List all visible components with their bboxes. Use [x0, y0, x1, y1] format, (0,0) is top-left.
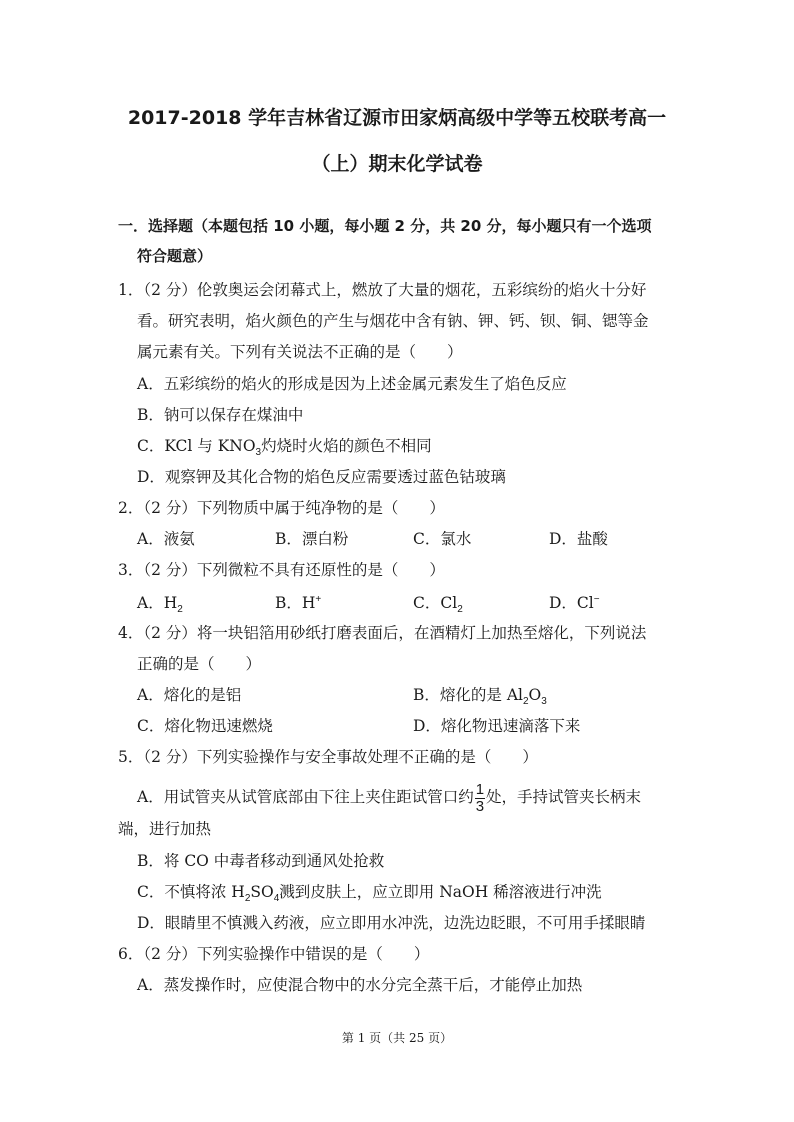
q1-stem-line-2: 看。研究表明，焰火颜色的产生与烟花中含有钠、钾、钙、钡、铜、锶等金	[137, 312, 649, 330]
q3-option-a: A．$H_2$	[137, 594, 183, 615]
q1-option-b: B．钠可以保存在煤油中	[137, 406, 304, 424]
q4-option-a: A．熔化的是铝	[137, 686, 242, 704]
q2-option-a: A．液氨	[137, 530, 195, 548]
q5-option-d: D．眼睛里不慎溅入药液，应立即用水冲洗，边洗边眨眼，不可用手揉眼睛	[137, 914, 646, 932]
q1-option-c: C．KCl 与 $KNO_3$灼烧时火焰的颜色不相同	[137, 437, 432, 458]
q1-option-a: A．五彩缤纷的焰火的形成是因为上述金属元素发生了焰色反应	[137, 375, 567, 393]
paper-title-line-2: （上）期末化学试卷	[311, 153, 483, 175]
q2-option-c: C．氯水	[413, 530, 472, 548]
page-footer: 第 1 页（共 25 页）	[341, 1031, 453, 1045]
q3-stem: 3．（2 分）下列微粒不具有还原性的是（ ）	[118, 561, 445, 579]
q1-stem-line-3: 属元素有关。下列有关说法不正确的是（ ）	[137, 343, 463, 361]
q4-stem-line-1: 4．（2 分）将一块铝箔用砂纸打磨表面后，在酒精灯上加热至熔化，下列说法	[118, 624, 647, 642]
q6-stem: 6．（2 分）下列实验操作中错误的是（ ）	[118, 945, 430, 963]
fraction: $\frac{1}{3}$	[475, 780, 485, 815]
q4-stem-line-2: 正确的是（ ）	[137, 655, 262, 673]
paper-title-line-1: 2017-2018 学年吉林省辽源市田家炳高级中学等五校联考高一	[127, 107, 667, 129]
q2-option-b: B．漂白粉	[275, 530, 349, 548]
q1-stem-line-1: 1．（2 分）伦敦奥运会闭幕式上，燃放了大量的烟花，五彩缤纷的焰火十分好	[118, 281, 647, 299]
q3-option-d: D．Cl−	[549, 594, 600, 612]
q4-option-c: C．熔化物迅速燃烧	[137, 717, 273, 735]
q5-option-a-cont: 端，进行加热	[118, 820, 212, 838]
q5-option-b: B．将 CO 中毒者移动到通风处抢救	[137, 852, 385, 870]
q5-option-c: C．不慎将浓 $H_2SO_4$溅到皮肤上，应立即用 NaOH 稀溶液进行冲洗	[137, 883, 602, 904]
q2-option-d: D．盐酸	[549, 530, 608, 548]
q5-stem: 5．（2 分）下列实验操作与安全事故处理不正确的是（ ）	[118, 748, 538, 766]
section-heading: 一．选择题（本题包括 10 小题，每小题 2 分，共 20 分，每小题只有一个选项	[118, 217, 652, 235]
section-heading-cont: 符合题意）	[137, 247, 213, 265]
q2-stem: 2．（2 分）下列物质中属于纯净物的是（ ）	[118, 499, 445, 517]
q4-option-d: D．熔化物迅速滴落下来	[413, 717, 581, 735]
q6-option-a: A．蒸发操作时，应使混合物中的水分完全蒸干后，才能停止加热	[137, 976, 583, 994]
q3-option-b: B．H+	[275, 594, 322, 612]
q5-option-a: A．用试管夹从试管底部由下往上夹住距试管口约 $\frac{1}{3}$ 处，手持试管夹长柄末	[137, 780, 642, 815]
q3-option-c: C．$Cl_2$	[413, 594, 463, 615]
q4-option-b: B．熔化的是 $Al_2O_3$	[413, 686, 547, 707]
q1-option-d: D．观察钾及其化合物的焰色反应需要透过蓝色钴玻璃	[137, 468, 506, 486]
